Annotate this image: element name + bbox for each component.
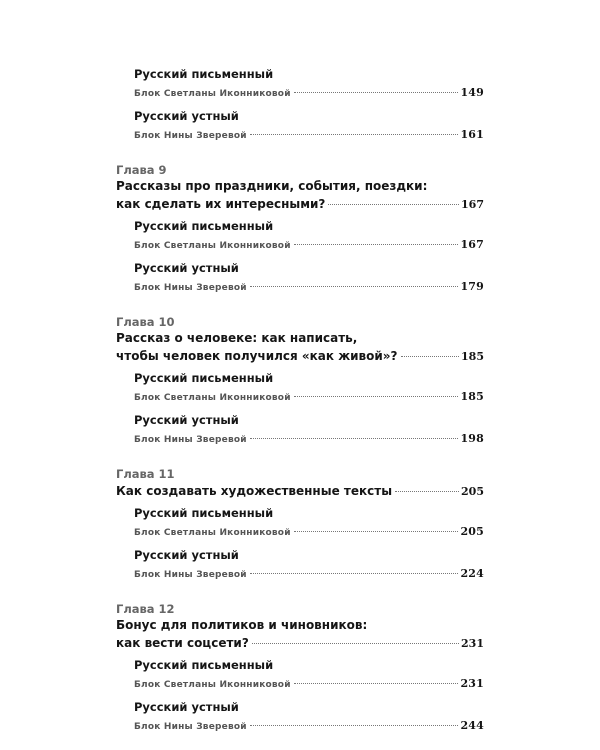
entry-text: Блок Нины Зверевой: [134, 722, 247, 732]
dot-leader: [250, 438, 459, 439]
toc-entry[interactable]: [134, 235, 484, 254]
section-title: Русский устный: [134, 109, 239, 123]
section-group: [116, 657, 484, 735]
section-group: [116, 370, 484, 448]
chapter-title-line: Рассказы про праздники, события, поездки:: [116, 179, 428, 193]
chapter-label: Глава 12: [116, 602, 175, 616]
entry-text: Блок Светланы Иконниковой: [134, 680, 291, 690]
chapter-title-line: Бонус для политиков и чиновников:: [116, 618, 368, 632]
chapter-title-entry[interactable]: [116, 634, 484, 652]
page-number: 205: [460, 525, 484, 538]
chapter-12: [116, 601, 484, 735]
entry-text: Блок Светланы Иконниковой: [134, 89, 291, 99]
dot-leader: [250, 134, 459, 135]
entry-text: Блок Нины Зверевой: [134, 435, 247, 445]
dot-leader: [250, 573, 459, 574]
section-title: Русский устный: [134, 413, 239, 427]
toc-entry[interactable]: [134, 387, 484, 406]
chapter-label: Глава 9: [116, 163, 167, 177]
section-group: [116, 505, 484, 583]
section-title: Русский устный: [134, 700, 239, 714]
page-number: 198: [460, 432, 484, 445]
chapter-title-entry[interactable]: [116, 347, 484, 365]
toc-entry[interactable]: [134, 564, 484, 583]
section-title: Русский письменный: [134, 658, 274, 672]
chapter-title-last-line: Как создавать художественные тексты: [116, 484, 393, 498]
dot-leader: [252, 643, 459, 644]
chapter-title-entry[interactable]: [116, 195, 484, 213]
chapter-title-last-line: как сделать их интересными?: [116, 197, 326, 211]
page-number: 179: [460, 280, 484, 293]
page-number: 231: [460, 677, 484, 690]
toc-entry[interactable]: [134, 125, 484, 144]
dot-leader: [250, 286, 459, 287]
chapter-title-entry[interactable]: [116, 482, 484, 500]
chapter-label: Глава 10: [116, 315, 175, 329]
chapter-title-line: Рассказ о человеке: как написать,: [116, 331, 358, 345]
dot-leader: [401, 356, 460, 357]
page-number: 185: [460, 390, 484, 403]
section-title: Русский устный: [134, 261, 239, 275]
toc-entry[interactable]: [134, 429, 484, 448]
page-number: 149: [460, 86, 484, 99]
dot-leader: [328, 204, 459, 205]
dot-leader: [294, 396, 459, 397]
page-number: 205: [461, 485, 484, 498]
chapter-10: [116, 314, 484, 448]
entry-text: Блок Светланы Иконниковой: [134, 528, 291, 538]
page-number: 224: [460, 567, 484, 580]
chapter-label: Глава 11: [116, 467, 175, 481]
entry-text: Блок Светланы Иконниковой: [134, 241, 291, 251]
page-number: 167: [460, 238, 484, 251]
section-title: Русский письменный: [134, 67, 274, 81]
dot-leader: [294, 92, 459, 93]
chapter-9: [116, 162, 484, 296]
section-title: Русский письменный: [134, 506, 274, 520]
page-number: 185: [461, 350, 484, 363]
entry-text: Блок Светланы Иконниковой: [134, 393, 291, 403]
chapter-11: [116, 466, 484, 583]
dot-leader: [395, 491, 459, 492]
section-title: Русский устный: [134, 548, 239, 562]
toc-entry[interactable]: [134, 522, 484, 541]
dot-leader: [294, 244, 459, 245]
toc-entry[interactable]: [134, 83, 484, 102]
page-number: 167: [461, 198, 484, 211]
page-number: 231: [461, 637, 484, 650]
page-number: 161: [460, 128, 484, 141]
entry-text: Блок Нины Зверевой: [134, 570, 247, 580]
dot-leader: [250, 725, 459, 726]
chapter-title-last-line: чтобы человек получился «как живой»?: [116, 349, 398, 363]
toc-entry[interactable]: [134, 277, 484, 296]
dot-leader: [294, 683, 459, 684]
toc-entry[interactable]: [134, 716, 484, 735]
entry-text: Блок Нины Зверевой: [134, 283, 247, 293]
section-group: [116, 66, 484, 144]
chapter-title-last-line: как вести соцсети?: [116, 636, 249, 650]
section-group: [116, 218, 484, 296]
section-title: Русский письменный: [134, 219, 274, 233]
table-of-contents: [116, 66, 484, 735]
entry-text: Блок Нины Зверевой: [134, 131, 247, 141]
page-number: 244: [460, 719, 484, 732]
dot-leader: [294, 531, 459, 532]
section-title: Русский письменный: [134, 371, 274, 385]
toc-entry[interactable]: [134, 674, 484, 693]
